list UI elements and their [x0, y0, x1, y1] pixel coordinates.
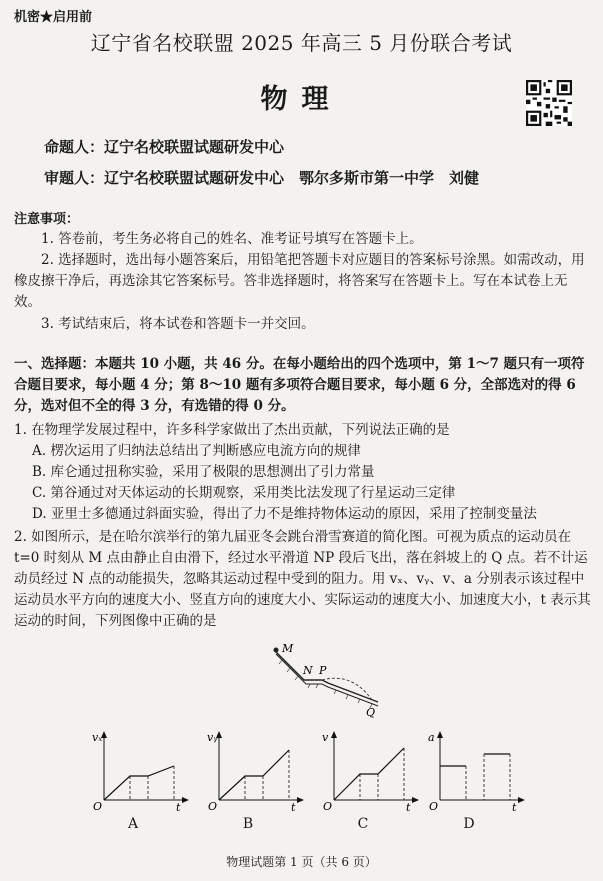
notice-item-2: 2. 选择题时，选出每小题答案后，用铅笔把答题卡对应题目的答案标号涂黑。如需改动，用橡皮擦干净后，再选涂其它答案标号。答非选择题时，将答案写在答题卡上。写在本试卷上无效。 — [14, 252, 585, 310]
point-n-label: N — [303, 664, 313, 677]
confidential-label: 机密★启用前 — [14, 10, 93, 25]
question-1-stem: 1. 在物理学发展过程中，许多科学家做出了杰出贡献，下列说法正确的是 — [14, 422, 450, 438]
graph-c — [320, 728, 420, 812]
graph-b — [205, 728, 305, 812]
graph-a-xlabel: t — [176, 801, 181, 812]
graph-d — [426, 728, 526, 812]
notice-heading: 注意事项： — [14, 212, 80, 227]
qr-code-icon — [526, 80, 572, 126]
graph-a — [90, 728, 190, 812]
question-1-option-d: D. 亚里士多德通过斜面实验，得出了力不是维持物体运动的原因，采用了控制变量法 — [32, 506, 537, 522]
question-2-stem: 2. 如图所示，是在哈尔滨举行的第九届亚冬会跳台滑雪赛道的简化图。可视为质点的运动员在 t=0 时刻从 M 点由静止自由滑下，经过水平滑道 NP 段后飞出，落在斜坡上的 Q 点。若不计运动员经过 N 点的动能损失，忽略其运动过程中受到的阻力。用 vₓ、vᵧ、v、a 分别表示该过程中运动员水平方向的速度大小、竖直方向的速度大小、实际运动的速度大小、加速度大小，t 表示其运动的时间，下列图像中正确的是 — [14, 529, 591, 629]
graph-b-option-label: B — [242, 816, 254, 832]
graph-b-ylabel: vᵧ — [207, 731, 218, 744]
graph-c-origin: O — [323, 800, 333, 812]
graph-b-xlabel: t — [291, 801, 296, 812]
question-1-option-c: C. 第谷通过对天体运动的长期观察，采用类比法发现了行星运动三定律 — [32, 485, 456, 501]
notice-item-3: 3. 考试结束后，将本试卷和答题卡一并交回。 — [41, 316, 315, 332]
section-1-instructions: 一、选择题：本题共 10 小题，共 46 分。在每小题给出的四个选项中，第 1～7 题只有一项符合题目要求，每小题 4 分；第 8～10 题有多项符合题目要求，每小题 6 分，全部选对的得 6 分，选对但不全的得 3 分，有选错的得 0 分。 — [14, 356, 585, 414]
ski-jump-track-figure — [262, 640, 382, 720]
page-footer: 物理试题第 1 页（共 6 页） — [226, 855, 377, 869]
graph-a-origin: O — [93, 800, 103, 812]
setter-line: 命题人：辽宁名校联盟试题研发中心 — [44, 138, 285, 156]
graph-a-option-label: A — [127, 816, 139, 832]
point-q-label: Q — [366, 706, 376, 719]
graph-c-option-label: C — [357, 816, 369, 832]
graph-d-ylabel: a — [428, 731, 435, 744]
subject-title: 物理 — [260, 84, 343, 115]
question-1-option-a: A. 楞次运用了归纳法总结出了判断感应电流方向的规律 — [32, 443, 361, 459]
question-1-option-b: B. 库仑通过扭称实验，采用了极限的思想测出了引力常量 — [32, 464, 375, 480]
point-m-label: M — [282, 642, 294, 655]
exam-title: 辽宁省名校联盟 2025 年高三 5 月份联合考试 — [90, 31, 513, 55]
graph-a-ylabel: vₓ — [92, 731, 103, 744]
graph-d-origin: O — [429, 800, 439, 812]
graph-d-xlabel: t — [512, 801, 517, 812]
graph-c-ylabel: v — [322, 731, 329, 744]
graph-c-xlabel: t — [406, 801, 411, 812]
point-p-label: P — [319, 664, 327, 677]
graph-d-option-label: D — [463, 816, 475, 832]
reviewer-line: 审题人：辽宁名校联盟试题研发中心 鄂尔多斯市第一中学 刘健 — [44, 169, 480, 187]
notice-item-1: 1. 答卷前，考生务必将自己的姓名、准考证号填写在答题卡上。 — [41, 231, 423, 247]
graph-b-origin: O — [208, 800, 218, 812]
